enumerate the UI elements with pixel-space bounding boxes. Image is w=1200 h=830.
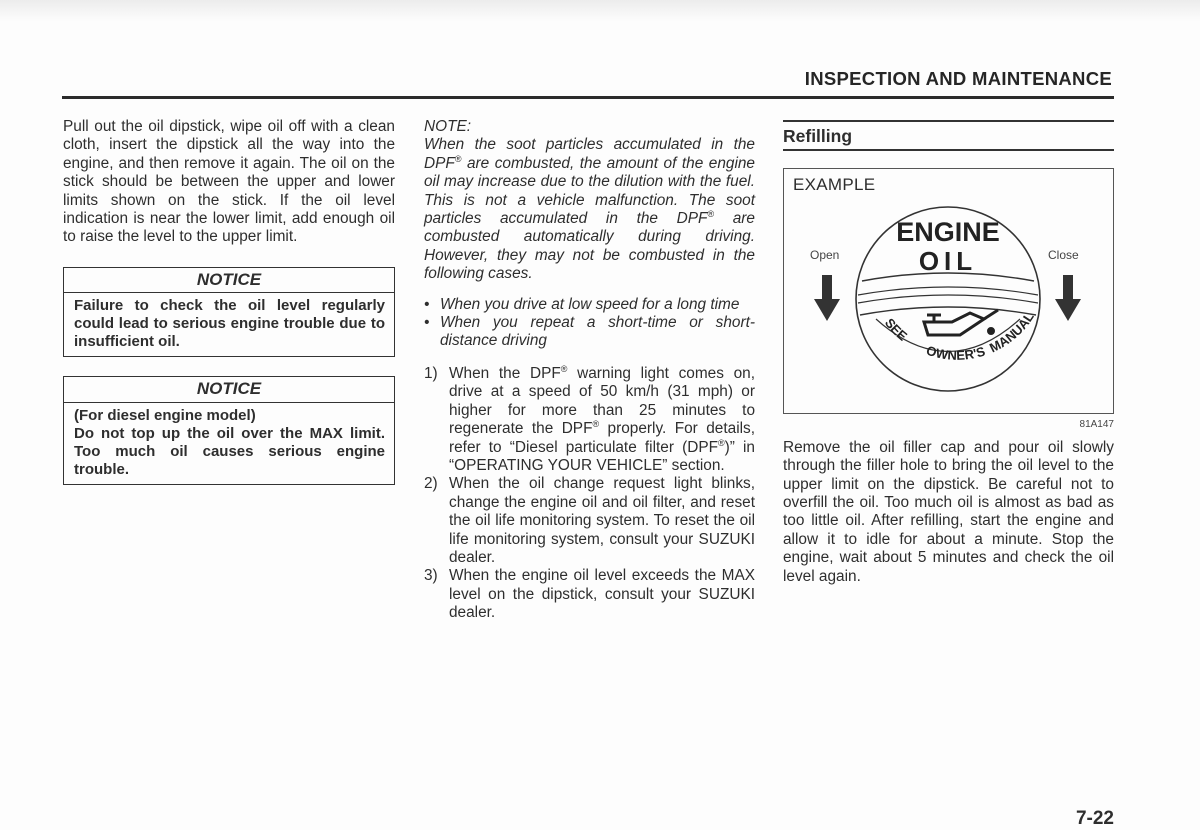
cap-rim-text	[925, 343, 988, 363]
registered-mark: ®	[707, 208, 715, 219]
note-text	[424, 136, 755, 283]
item-text: warning light comes on, drive at a speed of 50 km/h (31 mph) or higher for more than 25 minutes to regenerate the DPF	[449, 364, 756, 438]
oil-cap-illustration	[784, 169, 1113, 413]
open-arrow-icon	[814, 275, 840, 321]
notice-box-oil-level	[63, 267, 395, 357]
list-item	[424, 365, 755, 475]
registered-mark: ®	[718, 437, 725, 448]
cap-text-oil: OIL	[918, 246, 978, 277]
close-label: Close	[1048, 248, 1079, 263]
list-item	[424, 314, 755, 351]
oil-cap-figure	[783, 168, 1114, 414]
open-label: Open	[810, 248, 840, 263]
page-number: 7-22	[1075, 808, 1114, 829]
bullet-mark: •	[424, 314, 430, 332]
note-label: NOTE:	[424, 118, 472, 135]
cap-text-engine: ENGINE	[896, 217, 1000, 248]
figure-label: EXAMPLE	[793, 175, 876, 195]
rim-text-owners: OWNER'S	[924, 343, 987, 364]
notice-box-diesel	[63, 376, 395, 484]
list-item	[424, 475, 755, 567]
item-text: When the engine oil level exceeds the MAX level on the dipstick, consult your SUZUKI dealer.	[449, 567, 755, 622]
note-text-part: are combusted automatically during driving. However, they may not be combusted in the following cases.	[424, 210, 755, 283]
notice-text	[64, 403, 394, 484]
notice-model-line: (For diesel engine model)	[74, 406, 256, 424]
combustion-case-list	[424, 296, 755, 351]
oil-can-icon	[924, 310, 998, 335]
item-text: When the DPF	[449, 364, 561, 382]
item-text: When the oil change request light blinks, change the engine oil and oil filter, and reset the oil life monitoring system. To reset the oil life monitoring system, consult your SUZUKI dealer.	[449, 475, 755, 566]
list-item	[424, 567, 755, 622]
registered-mark: ®	[592, 418, 600, 429]
section-rule	[783, 149, 1114, 151]
rim-text-see: SEE	[881, 315, 911, 345]
refilling-instructions: Remove the oil filler cap and pour oil slowly through the filler hole to bring the oil level to the upper limit on the dipstick. Be careful not to overfill the oil. Too much oil is almost as bad as too little oil. After refilling, start the engine and allow it to idle for about a minute. Stop the engine, wait about 5 minutes and check the oil level again.	[783, 438, 1114, 585]
note-text-part: are combusted, the amount of the engine oil may increase due to the dilution with the fuel. This is not a vehicle malfunction. The soot particles accumulated in the DPF	[424, 154, 755, 228]
header-rule	[62, 96, 1114, 99]
refilling-heading: Refilling	[783, 126, 853, 146]
close-arrow-icon	[1055, 275, 1081, 321]
list-item	[424, 296, 755, 314]
figure-code: 81A147	[1079, 419, 1114, 431]
item-number: 3)	[424, 567, 438, 585]
note-text-part: When the soot particles accumulated in the DPF	[424, 136, 755, 172]
column-left	[63, 118, 395, 485]
notice-text: Failure to check the oil level regularly could lead to serious engine trouble due to insufficient oil.	[74, 297, 385, 351]
item-number: 1)	[424, 364, 438, 382]
item-number: 2)	[424, 475, 438, 493]
dipstick-instructions: Pull out the oil dipstick, wipe oil off with a clean cloth, insert the dipstick all the way into the engine, and then remove it again. The oil on the stick should be between the upper and lower limits shown on the stick. If the oil level indication is near the lower limit, add enough oil to raise the level to the upper limit.	[63, 118, 395, 246]
registered-mark: ®	[560, 363, 568, 374]
cap-band-line	[858, 295, 1038, 303]
bullet-text: When you drive at low speed for a long time	[440, 295, 740, 313]
notice-warning-text: Do not top up the oil over the MAX limit. Too much oil causes serious engine trouble.	[74, 424, 385, 478]
bullet-mark: •	[424, 295, 430, 313]
notice-heading: NOTICE	[64, 268, 394, 293]
cap-band-bottom	[860, 307, 1036, 315]
cap-band-line	[858, 287, 1038, 295]
bullet-text: When you repeat a short-time or short-distance driving	[440, 314, 755, 350]
section-header: INSPECTION AND MAINTENANCE	[804, 68, 1112, 89]
page-top-shadow	[0, 0, 1200, 22]
item-text: )” in “OPERATING YOUR VEHICLE” section.	[449, 438, 755, 474]
item-text: properly. For details, refer to “Diesel particulate filter (DPF	[449, 420, 755, 456]
notice-heading: NOTICE	[64, 377, 394, 402]
column-right	[783, 120, 1114, 586]
numbered-instructions	[424, 365, 755, 623]
rim-text-manual: MANUAL	[987, 309, 1037, 356]
registered-mark: ®	[454, 153, 462, 164]
column-middle	[424, 118, 755, 623]
cap-rim-text	[882, 316, 910, 345]
